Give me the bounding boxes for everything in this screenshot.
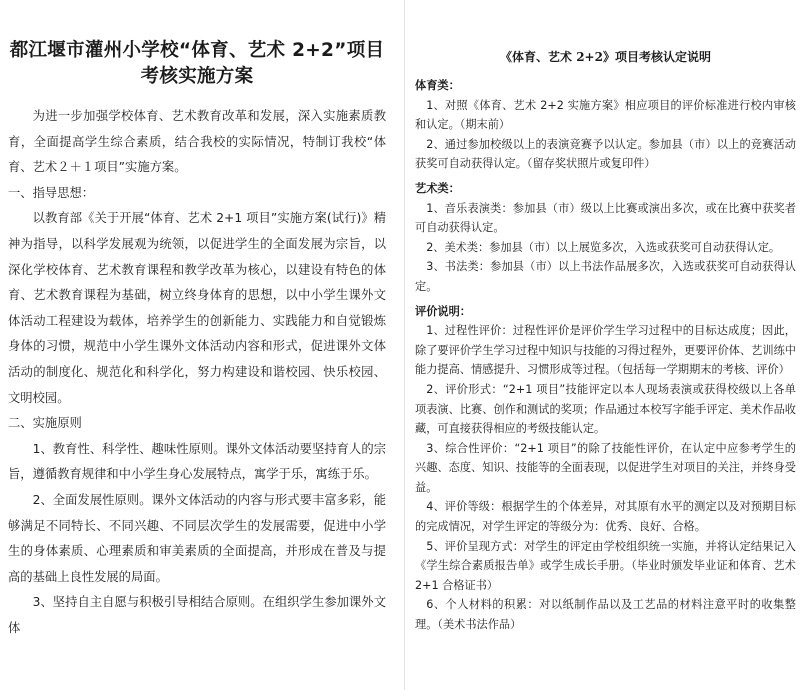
evaluation-item: 6、个人材料的积累：对以纸制作品以及工艺品的材料注意平时的收集整理。（美术书法作品） [415, 598, 796, 632]
assessment-title: 《体育、艺术 2+2》项目考核认定说明 [500, 50, 711, 64]
principle-3: 3、坚持自主自愿与积极引导相结合原则。在组织学生参加课外文体 [8, 595, 386, 635]
section1-paragraph: 以教育部《关于开展“体育、艺术 2+1 项目”实施方案(试行)》精神为指导，以科学发展观为统领，以促进学生的全面发展为宗旨，以深化学校体育、艺术教育课程和教学改革为核心，以建设有特色的体育、艺术教育课程为基础，树立终身体育的思想，以中小学生课外文体活动工程建设为载体，培养学生的创新能力、实践能力和自觉锻炼身体的习惯，规范中小学生课外文体活动内容和形式，促进课外文体活动的制度化、规范化和科学化，努力构建设和谐校园、快乐校园、文明校园。 [8, 211, 386, 405]
document-title-line1: 都江堰市灌州小学校“体育、艺术 2+2”项目 [9, 40, 385, 61]
arts-item: 3、书法类：参加县（市）以上书法作品展多次，入选或获奖可自动获得认定。 [415, 260, 796, 293]
evaluation-item: 5、评价呈现方式：对学生的评定由学校组织统一实施，并将认定结果记入《学生综合素质报告单》或学生成长手册。（毕业时颁发毕业证和体育、艺术 2+1 合格证书） [415, 539, 796, 592]
arts-item: 2、美术类：参加县（市）以上展览多次，入选或获奖可自动获得认定。 [426, 240, 781, 254]
evaluation-item: 4、评价等级：根据学生的个体差异，对其原有水平的测定以及对预期目标的完成情况，对学生评定的等级分为：优秀、良好、合格。 [415, 500, 796, 534]
evaluation-item: 2、评价形式：“2+1 项目”技能评定以本人现场表演或获得校级以上各单项表演、比赛、创作和测试的奖项；作品通过本校写字能手评定、美术作品收藏，可直接获得相应的考级技能认定。 [415, 382, 796, 436]
sports-item: 1、对照《体育、艺术 2+2 实施方案》相应项目的评价标准进行校内审核和认定。（期末前） [415, 98, 796, 132]
section1-heading: 一、指导思想： [8, 185, 95, 200]
principle-1: 1、教育性、科学性、趣味性原则。课外文体活动要坚持育人的宗旨，遵循教育规律和中小学生身心发展特点，寓学于乐，寓练于乐。 [8, 441, 386, 482]
arts-item: 1、音乐表演类：参加县（市）级以上比赛或演出多次，或在比赛中获奖者可自动获得认定。 [415, 201, 796, 235]
sports-item: 2、通过参加校级以上的表演竞赛予以认定。参加县（市）以上的竞赛活动获奖可自动获得认定。（留存奖状照片或复印件） [415, 137, 796, 171]
arts-heading: 艺术类： [415, 181, 460, 195]
sports-heading: 体育类： [415, 79, 460, 92]
document-title-line2: 考核实施方案 [140, 66, 254, 87]
section2-heading: 二、实施原则 [8, 416, 82, 431]
evaluation-item: 1、过程性评价：过程性评价是评价学生学习过程中的目标达成度；因此，除了要评价学生学习过程中知识与技能的习得过程外，更要评价体、艺训练中能力提高、情感提升、习惯形成等过程。（包括每一学期期末的考核、评价） [415, 324, 796, 377]
evaluation-heading: 评价说明： [415, 304, 471, 318]
principle-2: 2、全面发展性原则。课外文体活动的内容与形式要丰富多彩，能够满足不同特长、不同兴趣、不同层次学生的发展需要，促进中小学生的身体素质、心理素质和审美素质的全面提高，并形成在普及与提高的基础上良性发展的局面。 [8, 492, 386, 584]
intro-paragraph: 为进一步加强学校体育、艺术教育改革和发展，深入实施素质教育，全面提高学生综合素质，结合我校的实际情况，特制订我校“体育、艺术２＋１项目”实施方案。 [8, 109, 386, 175]
right-document-page [404, 0, 800, 690]
evaluation-item: 3、综合性评价：“2+1 项目”的除了技能性评价，在认定中应参考学生的兴趣、态度、知识、技能等的全面表现，以促进学生对项目的关注，并终身受益。 [415, 441, 796, 494]
